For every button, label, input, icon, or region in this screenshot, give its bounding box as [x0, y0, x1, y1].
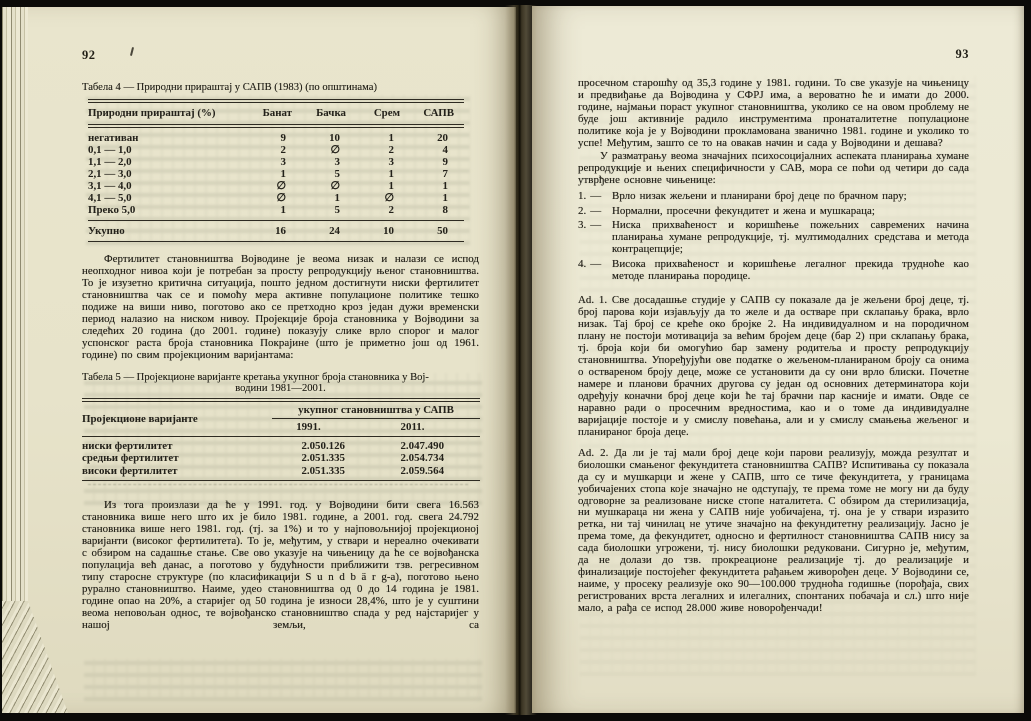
table4-col-sapv: САПВ: [410, 101, 464, 126]
cell: 3: [334, 155, 340, 168]
cell: 1: [280, 204, 286, 217]
table4: [88, 99, 464, 243]
table5-row-label-header: Пројекционе варијанте: [82, 400, 272, 437]
cell: 3: [388, 155, 394, 168]
row-label: ниски фертилитет: [82, 439, 173, 452]
list-item-marker: 1. —: [578, 189, 602, 202]
table-row: [88, 126, 464, 144]
paragraph-fertility: Фертилитет становништва Војводине је веома низак и налази се испод неопходног нивоа који је потребан за просту репродукцију њеног становништва. То је изузетно критична ситуација, пошто једном достигнути ниски фертилитет становништва чак се и помоћу мера активне популационе политике тешко подиже на виши ниво, поготово ако се претходно кроз један дужи временски период налазио на ниском нивоу. Пројекције броја становника у Војводини за следећих 20 година (до 2001. године) показују слике врло спорог и малог успонског раста броја становника Покрајине (што је приметно још од 1961. године) по свим пројекционим варијантама:: [82, 253, 479, 361]
table-row: [82, 465, 480, 481]
cell: 20: [437, 131, 448, 144]
list-item: [578, 259, 969, 283]
cell: 5: [334, 204, 340, 217]
list-item-marker: 4. —: [578, 258, 602, 271]
table4-row-label-header: Природни прираштај (%): [88, 101, 248, 126]
cell: 8: [442, 204, 448, 217]
cell: ∅: [384, 191, 394, 204]
numbered-list: [578, 191, 969, 284]
cell: 2.050.126: [301, 439, 345, 452]
cell: 1: [388, 179, 394, 192]
table-row: [88, 204, 464, 221]
cell: 50: [410, 221, 464, 242]
cell: 1: [388, 167, 394, 180]
list-item-text: Висока прихваћеност и коришћење легалног прекида трудноће као методе планирања породице.: [612, 258, 969, 283]
table-row: [88, 180, 464, 192]
cell: 1: [442, 179, 448, 192]
table5-header-row1: [82, 400, 480, 419]
table-row: [82, 452, 480, 464]
cell: 7: [442, 167, 448, 180]
table-row: [82, 436, 480, 452]
list-item: [578, 220, 969, 256]
list-item-marker: 2. —: [578, 204, 602, 217]
list-item: [578, 191, 969, 203]
cell: 2.054.734: [400, 452, 445, 465]
row-label: 4,1 — 5,0: [88, 191, 132, 204]
page-number-left: 92: [82, 48, 96, 62]
cell: 5: [334, 167, 340, 180]
cell: 1: [442, 191, 448, 204]
cell: 9: [442, 155, 448, 168]
cell: 2: [388, 204, 394, 217]
table4-col-backa: Бачка: [302, 101, 356, 126]
table4-col-srem: Срем: [356, 101, 410, 126]
pen-mark: [130, 47, 134, 56]
cell: 2.051.335: [301, 464, 345, 477]
cell: 2: [388, 143, 394, 156]
page-number-right: 93: [955, 47, 969, 61]
list-item-marker: 3. —: [578, 219, 602, 232]
paragraph-psychosocial-intro: У разматрању веома значајних психосоцијалних аспеката планирања хумане репродукције и њених специфичности у САВ, мора се поћи од четири до сада утврђене основне чињенице:: [578, 149, 969, 186]
list-item-text: Нормални, просечни фекундитет и жена и мушкараца;: [612, 204, 875, 217]
table-row: [88, 144, 464, 156]
paragraph-ad1: Ad. 1. Све досадашње студије у САПВ су показале да је жељени број деце, тј. број парова који изјављују да то желе и да остваре при склапању брака, врло низак. Тај број се креће око бројке 2. На индивидуалном и на породичном плану не постоји мотивација за већим бројем деце (бар 2) при склапању брака, тј. броја који би омогућио бар замену родитеља и просту репродукцију становништва. Упоређујући ове податке о жељеном-планираном броју са онима о оствареном броју деце, може се установити да су они врло блиски. Почетне намере и планови брачних другова су један од основних детерминатора који одређују коначни број деце који ће тај брачни пар касније и имати. Овде се наравно ради о просечним вредностима, као и о томе да индивидуалне варијације постоје и у смислу повећања, али и у смислу смањења жељеног и планираног броја деце.: [578, 294, 969, 438]
cell: 1: [334, 191, 340, 204]
cell: 2.051.335: [301, 452, 345, 465]
cell: 10: [356, 221, 410, 242]
cell: 9: [280, 131, 286, 144]
cell: 1: [280, 167, 286, 180]
cell: 3: [280, 155, 286, 168]
cell: ∅: [276, 191, 286, 204]
list-item-text: Ниска прихваћеност и коришћење пожељних савремених начина планирања хумане репродукције, тј. мултимодалних средстава и метода контрацепције;: [612, 219, 969, 256]
table4-total-row: [88, 221, 464, 242]
cell: 16: [248, 221, 302, 242]
list-item-text: Врло низак жељени и планирани број деце по брачном пару;: [612, 189, 907, 202]
table-row: [88, 156, 464, 168]
table5-caption-line2: водини 1981—2001.: [235, 383, 326, 395]
paragraph-projection-result: Из тога произлази да ће у 1991. год. у Војводини бити свега 16.563 становника више него што их је било 1981. године, а 2001. год. свега 24.792 становника више него 1981. год. (тј. за 1%) и то у најповољнијој пројекционој варијанти (високог фертилитета). То је, међутим, у ствари и нереално очекивати с обзиром на садашње стање. Све ово указује на чињеницу да ће се војвођанска популација већ данас, а поготово у будућности приближити тзв. регресивном типу старосне структуре (по класификацији S u n d b ä r g-a), поготово њено рурално становништво. Наиме, удео становништва од 0 до 14 година је 1981. године опао на 20%, а старијег од 50 година је износи 28,4%, што је у суштини веома неповољан однос, те војвођанско становништво спада у ред најстаријег у нашој земљи, са: [82, 499, 479, 631]
row-label: Преко 5,0: [88, 204, 136, 217]
list-item: [578, 206, 969, 218]
table4-col-banat: Банат: [248, 101, 302, 126]
table5: [82, 398, 480, 481]
table5-col-1991: 1991.: [272, 418, 352, 436]
paragraph-ad2: Ad. 2. Да ли је тај мали број деце који парови реализују, можда резултат и биолошки смањеног фекундитета становништва САПВ? Испитивања су показала да су и мушкарци и жене у САПВ, што се тиче фекундитета, у границама уобичајених стопа које значајно не одступају, те према томе не могу ни да буду одговорне за реализоване ниске стопе наталитета. С обзиром да стерилизација, ни мушкараца ни жена у САПВ није уобичајена, тј. она је у ствари изразито ретка, ни тај чинилац не утиче значајно на фекундитетну реализацију. Јасно је према томе, да фекундитет, односно и фертилност становништва САПВ нису за сада биолошки угрожени, тј. нису биолошки редуковани. Сигурно је, међутим, да не долази до тзв. прокреационе реализације тј. до реализације и финализације постојећег фекундитета рађањем живорођен деце. У Војводини се, наиме, у просеку реализује око 90—100.000 трудноћа годишње (порођаја, свих регистрованих врста легалних и илегалних, спонтаних побачаја и сл.) што није мало, а рађа се испод 28.000 живе новорођенчади!: [578, 446, 969, 615]
paragraph-average-age: просечном старошћу од 35,3 године у 1981. години. То све указује на чињеницу и предвиђање да Војводина у СФРЈ има, а вероватно ће и имати до 2000. године, најмањи пораст укупног становништва, уколико се на овом проблему не буде још активније радило инструментима пронаталитетне популационе политике која је у Војводини прокламована званично 1981. године и уколико то успе! Међутим, зашто се то на овакав начин и сада у Војводини и дешава?: [578, 77, 969, 149]
table5-caption-line1: Табела 5 — Пројекционе варијанте кретања укупног броја становника у Вој-: [82, 371, 429, 383]
left-page: [2, 7, 516, 713]
row-label: 1,1 — 2,0: [88, 155, 132, 168]
cell: 1: [388, 131, 394, 144]
row-label: Укупно: [88, 221, 248, 242]
row-label: негативан: [88, 131, 139, 144]
table-row: [88, 192, 464, 204]
row-label: високи фертилитет: [82, 464, 178, 477]
show-through-texture: [84, 659, 482, 701]
show-through-rule: [88, 484, 468, 485]
table5-span-header: укупног становништва у САПВ: [272, 400, 480, 419]
cell: ∅: [330, 143, 340, 156]
cell: 2: [280, 143, 286, 156]
cell: 10: [329, 131, 340, 144]
row-label: 0,1 — 1,0: [88, 143, 132, 156]
table4-caption: Табела 4 — Природни прираштај у САПВ (1983) (по општинама): [82, 82, 378, 93]
row-label: 2,1 — 3,0: [88, 167, 132, 180]
cell: 2.047.490: [400, 439, 445, 452]
cell: 4: [442, 143, 448, 156]
cell: ∅: [276, 179, 286, 192]
right-page: [532, 6, 1024, 713]
row-label: средњи фертилитет: [82, 452, 179, 465]
table4-header-row: [88, 101, 464, 126]
row-label: 3,1 — 4,0: [88, 179, 132, 192]
cell: 24: [302, 221, 356, 242]
cell: 2.059.564: [400, 464, 445, 477]
table5-caption: [82, 372, 479, 395]
cell: ∅: [330, 179, 340, 192]
table5-col-2011: 2011.: [352, 418, 480, 436]
table-row: [88, 168, 464, 180]
page-header-left: [82, 46, 479, 62]
page-header-right: [578, 45, 969, 61]
